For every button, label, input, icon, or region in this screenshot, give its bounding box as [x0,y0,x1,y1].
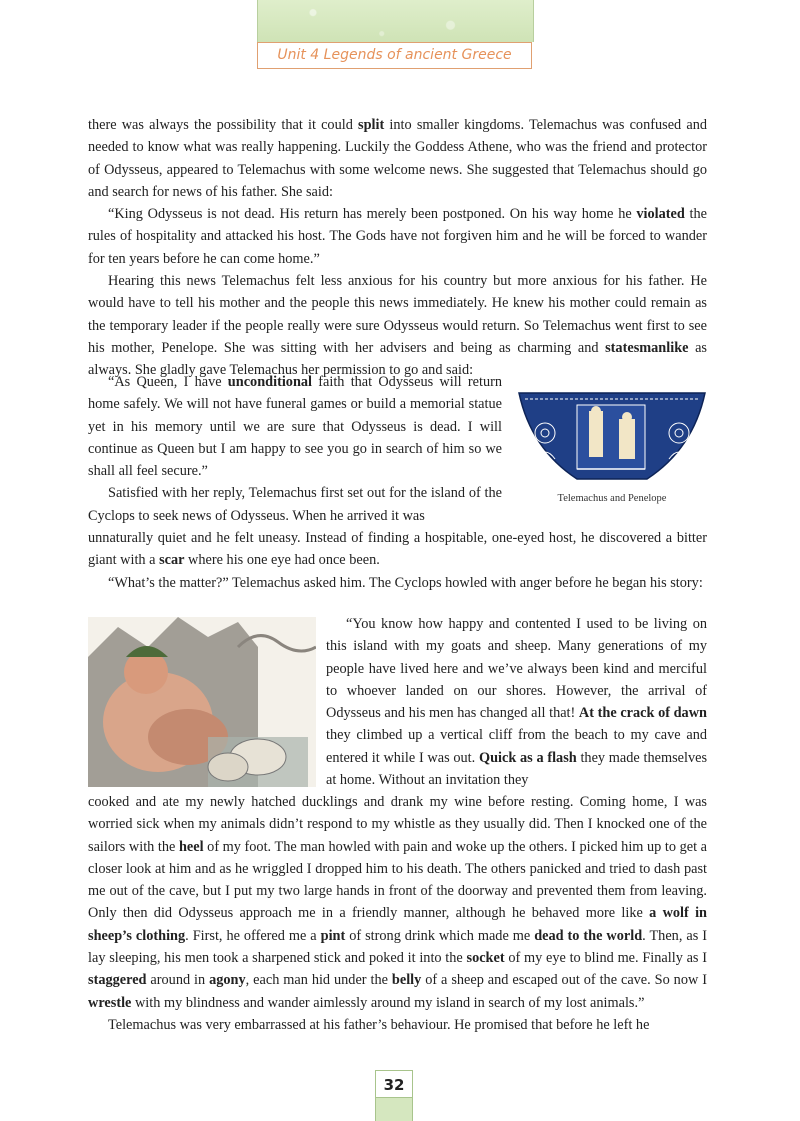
page-number: 32 [375,1070,413,1098]
paragraph: Satisfied with her reply, Telemachus first set out for the island of the Cyclops to seek news of Odysseus. When he arrived it was [88,485,502,524]
body-text-right-of-cyclops [326,613,707,791]
cyclops-illustration [88,617,316,787]
paragraph: “As Queen, I have unconditional faith that Odysseus will return home safely. We will not have funeral games or build a memorial statue yet in his memory until we are sure that Odysseus is dead. I will continue as Queen but I am happy to see you go in search of him so we shall all feel secure.” [88,374,502,480]
paragraph: cooked and ate my newly hatched ducklings and drank my wine before resting. Coming home, I was worried sick when my animals didn’t respond to my whistle as they usually did. Then I knocked one of the sailors with the heel of my foot. The man howled with pain and woke up the others. I picked him up to get a closer look at him and as he wriggled I dropped him to his death. The others panicked and tried to dash past me out of the cave, but I put my two large hands in front of the doorway and prevented them from leaving. Only then did Odysseus approach me in a friendly manner, although he behaved more like a wolf in sheep’s clothing. First, he offered me a pint of strong drink which made me dead to the world. Then, as I lay sleeping, his men took a sharpened stick and poked it into the socket of my eye to blind me. Finally as I staggered around in agony, each man hid under the belly of a sheep and escaped out of the cave. So now I wrestle with my blindness and wander aimlessly around my island in search of my lost animals.” [88,794,707,1011]
paragraph: there was always the possibility that it could split into smaller kingdoms. Telemachus was confused and needed to know what was really happening. Luckily the Goddess Athene, who was the friend and protector of Odysseus, appeared to Telemachus with some welcome news. She suggested that Telemachus should go and search for news of his father. She said: [88,117,707,200]
paragraph: “What’s the matter?” Telemachus asked him. The Cyclops howled with anger before he began his story: [108,574,703,591]
paragraph: “You know how happy and contented I used to be living on this island with my goats and sheep. Many generations of my people have lived here and we’ve always been kind and merciful to whoever landed on our shores. However, the arrival of Odysseus and his men has changed all that! At the crack of dawn they climbed up a vertical cliff from the beach to my cave and entered it while I was out. Quick as a flash they made themselves at home. Without an invitation they [326,616,708,789]
body-text-left-of-vase [88,371,502,527]
vase-illustration [517,389,707,488]
paragraph: Hearing this news Telemachus felt less anxious for his country but more anxious for his father. He would have to tell his mother and the people this news immediately. He knew his mother could remain as the temporary leader if the people really were sure Odysseus would return. So Telemachus went first to see his mother, Penelope. She was sitting with her advisers and being as charming and statesmanlike as always. She gladly gave Telemachus her permission to go and said: [88,273,707,379]
body-text-middle [88,527,707,594]
paragraph: “King Odysseus is not dead. His return has merely been postponed. On his way home he violated the rules of hospitality and attacked his host. The Gods have not forgiven him and he will be forced to wander for ten years before he can come home.” [88,206,707,267]
body-text-bottom [88,791,707,1036]
footer-decoration-band [375,1098,413,1121]
header-decoration-band [257,0,534,42]
vase-caption: Telemachus and Penelope [557,493,667,504]
unit-title: Unit 4 Legends of ancient Greece [257,42,532,69]
paragraph: unnaturally quiet and he felt uneasy. Instead of finding a hospitable, one-eyed host, he discovered a bitter giant with a scar where his one eye had once been. [88,530,707,569]
body-text-top [88,114,707,382]
paragraph: Telemachus was very embarrassed at his father’s behaviour. He promised that before he left he [108,1016,650,1033]
